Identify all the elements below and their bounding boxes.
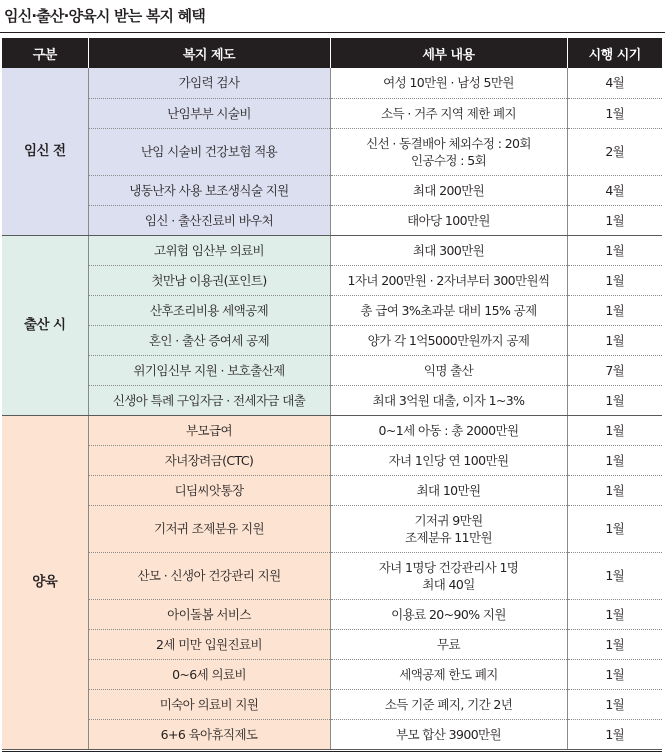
detail-line: 최대 300만원 [412, 242, 485, 258]
table-row [2, 689, 662, 719]
detail-line: 조제분유 11만원 [405, 529, 492, 545]
table-row [2, 599, 662, 629]
table-row [2, 98, 662, 128]
program-name: 난임 시술비 건강보험 적용 [88, 128, 330, 175]
start-date: 1월 [567, 235, 662, 265]
detail-line: 자녀 1인당 연 100만원 [388, 452, 509, 468]
detail-line: 이용료 20~90% 지원 [391, 606, 506, 622]
program-detail [330, 235, 567, 265]
program-name: 고위험 임산부 의료비 [88, 235, 330, 265]
table-row [2, 295, 662, 325]
table-row [2, 659, 662, 689]
program-detail [330, 659, 567, 689]
detail-line: 태아당 100만원 [407, 212, 490, 228]
header-program: 복지 제도 [88, 38, 330, 68]
table-row [2, 719, 662, 749]
program-detail [330, 415, 567, 445]
start-date: 1월 [567, 385, 662, 415]
program-detail [330, 719, 567, 749]
detail-line: 자녀 1명당 건강관리사 1명 [378, 559, 519, 575]
welfare-table [2, 38, 662, 750]
detail-line: 여성 10만원 · 남성 5만원 [383, 75, 514, 91]
page-title: 임신·출산·양육시 받는 복지 혜택 [4, 7, 206, 25]
table-body [2, 68, 662, 749]
header-detail: 세부 내용 [330, 38, 567, 68]
program-name: 6+6 육아휴직제도 [88, 719, 330, 749]
detail-line: 최대 200만원 [412, 182, 485, 198]
category-birth: 출산 시 [2, 235, 88, 415]
program-detail [330, 325, 567, 355]
program-name: 미숙아 의료비 지원 [88, 689, 330, 719]
program-detail [330, 128, 567, 175]
table-row [2, 325, 662, 355]
start-date: 1월 [567, 659, 662, 689]
program-name: 가임력 검사 [88, 68, 330, 98]
detail-line: 총 급여 3%초과분 대비 15% 공제 [360, 302, 537, 318]
detail-line: 1자녀 200만원 · 2자녀부터 300만원씩 [347, 272, 550, 288]
category-parenting: 양육 [2, 415, 88, 749]
table-row [2, 629, 662, 659]
program-detail [330, 265, 567, 295]
program-detail [330, 205, 567, 235]
detail-line: 부모 합산 3900만원 [395, 726, 501, 742]
detail-line: 신선 · 동결배아 체외수정 : 20회 [366, 135, 531, 151]
table-row [2, 128, 662, 175]
start-date: 1월 [567, 325, 662, 355]
start-date: 1월 [567, 552, 662, 599]
program-detail [330, 689, 567, 719]
table-row [2, 552, 662, 599]
start-date: 1월 [567, 205, 662, 235]
start-date: 4월 [567, 68, 662, 98]
program-name: 디딤씨앗통장 [88, 475, 330, 505]
detail-line: 세액공제 한도 폐지 [399, 666, 498, 682]
program-name: 난임부부 시술비 [88, 98, 330, 128]
table-header-row [2, 38, 662, 68]
detail-line: 소득 · 거주 지역 제한 폐지 [381, 105, 516, 121]
start-date: 1월 [567, 475, 662, 505]
program-name: 산후조리비용 세액공제 [88, 295, 330, 325]
table-row [2, 205, 662, 235]
table-row [2, 445, 662, 475]
start-date: 1월 [567, 505, 662, 552]
table-row [2, 355, 662, 385]
program-detail [330, 98, 567, 128]
program-name: 부모급여 [88, 415, 330, 445]
program-name: 신생아 특례 구입자금 · 전세자금 대출 [88, 385, 330, 415]
table-row [2, 235, 662, 265]
start-date: 1월 [567, 629, 662, 659]
start-date: 1월 [567, 689, 662, 719]
program-name: 첫만남 이용권(포인트) [88, 265, 330, 295]
program-name: 자녀장려금(CTC) [88, 445, 330, 475]
detail-line: 최대 3억원 대출, 이자 1~3% [372, 392, 525, 408]
detail-line: 소득 기준 폐지, 기간 2년 [384, 696, 513, 712]
header-date: 시행 시기 [567, 38, 662, 68]
detail-line: 익명 출산 [423, 362, 474, 378]
program-detail [330, 505, 567, 552]
program-detail [330, 445, 567, 475]
start-date: 1월 [567, 98, 662, 128]
program-name: 위기임신부 지원 · 보호출산제 [88, 355, 330, 385]
start-date: 4월 [567, 175, 662, 205]
program-detail [330, 475, 567, 505]
table-row [2, 415, 662, 445]
program-detail [330, 629, 567, 659]
title-divider [0, 32, 665, 33]
table-row [2, 475, 662, 505]
table-row [2, 385, 662, 415]
start-date: 1월 [567, 265, 662, 295]
program-name: 냉동난자 사용 보조생식술 지원 [88, 175, 330, 205]
program-name: 임신 · 출산진료비 바우처 [88, 205, 330, 235]
start-date: 1월 [567, 445, 662, 475]
program-name: 기저귀 조제분유 지원 [88, 505, 330, 552]
start-date: 1월 [567, 295, 662, 325]
start-date: 1월 [567, 599, 662, 629]
table-row [2, 175, 662, 205]
program-name: 혼인 · 출산 증여세 공제 [88, 325, 330, 355]
start-date: 1월 [567, 719, 662, 749]
bottom-divider [2, 751, 662, 752]
detail-line: 최대 10만원 [416, 482, 481, 498]
detail-line: 무료 [437, 636, 460, 652]
program-detail [330, 552, 567, 599]
category-pre-pregnancy: 임신 전 [2, 68, 88, 235]
start-date: 7월 [567, 355, 662, 385]
start-date: 1월 [567, 415, 662, 445]
detail-line: 양가 각 1억5000만원까지 공제 [367, 332, 530, 348]
detail-line: 기저귀 9만원 [414, 512, 483, 528]
table-row [2, 265, 662, 295]
start-date: 2월 [567, 128, 662, 175]
table-row [2, 68, 662, 98]
program-name: 2세 미만 입원진료비 [88, 629, 330, 659]
detail-line: 인공수정 : 5회 [410, 152, 487, 168]
program-detail [330, 355, 567, 385]
program-detail [330, 68, 567, 98]
program-name: 산모 · 신생아 건강관리 지원 [88, 552, 330, 599]
program-detail [330, 385, 567, 415]
header-category: 구분 [2, 38, 88, 68]
table-row [2, 505, 662, 552]
program-detail [330, 599, 567, 629]
program-detail [330, 295, 567, 325]
program-name: 0~6세 의료비 [88, 659, 330, 689]
program-detail [330, 175, 567, 205]
program-name: 아이돌봄 서비스 [88, 599, 330, 629]
detail-line: 0~1세 아동 : 총 2000만원 [378, 422, 519, 438]
detail-line: 최대 40일 [422, 576, 475, 592]
